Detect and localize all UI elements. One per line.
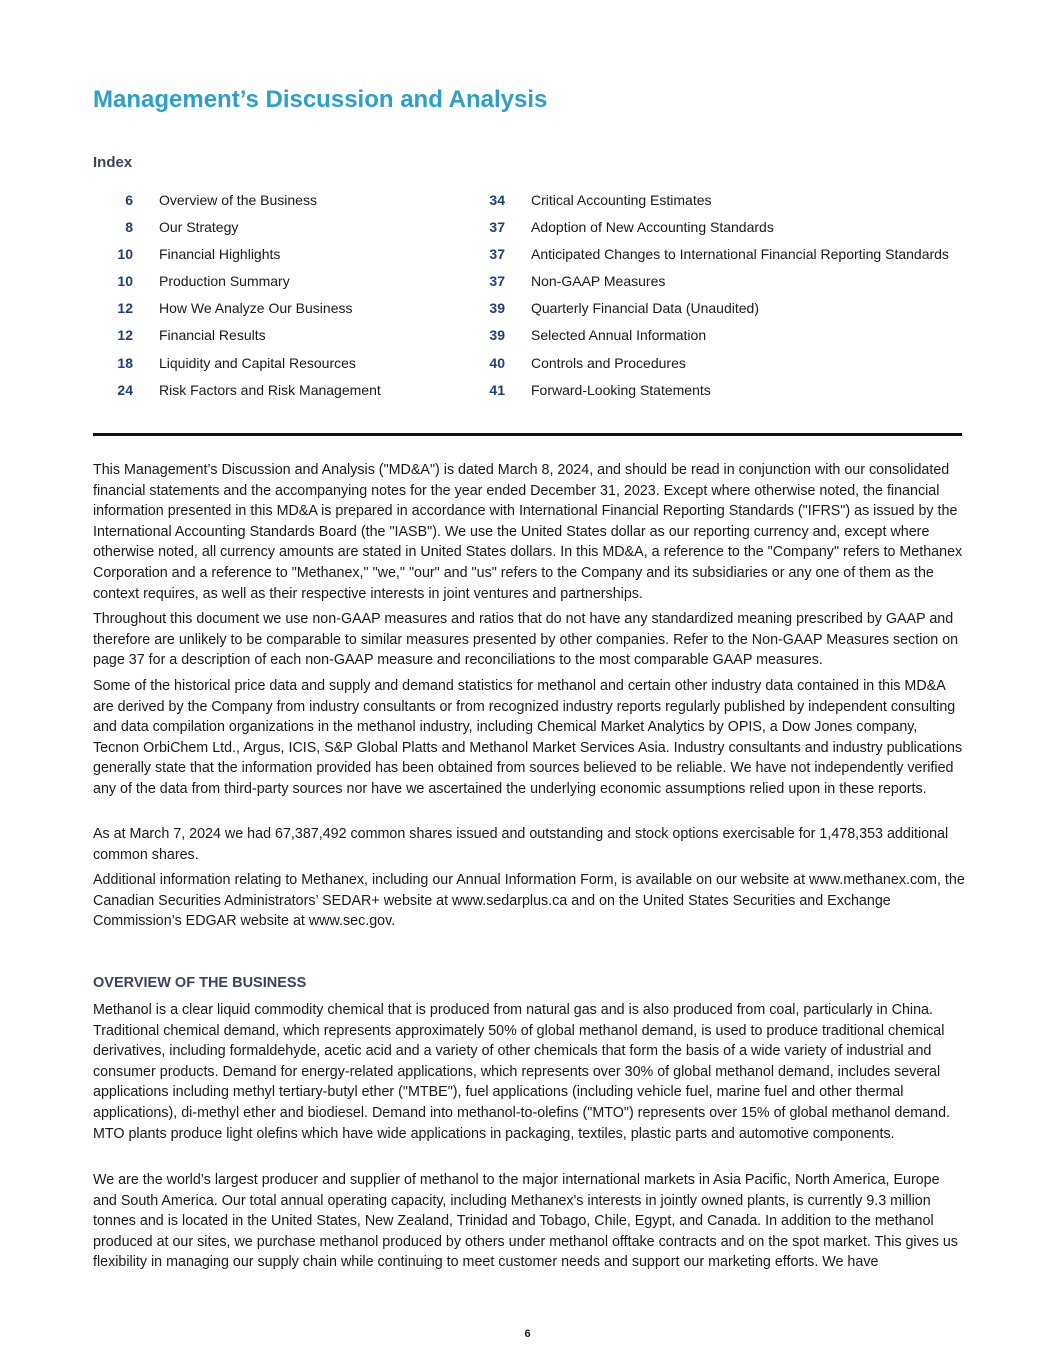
index-item-label: Risk Factors and Risk Management: [159, 381, 381, 398]
index-item-label: Financial Results: [159, 327, 266, 344]
index-item-forward-looking[interactable]: [465, 382, 949, 409]
index-item-quarterly-data[interactable]: [465, 300, 949, 327]
index-item-overview[interactable]: [93, 192, 381, 219]
index-page-number: 24: [117, 381, 133, 398]
index-page-number: 37: [489, 273, 505, 290]
index-page-number: 40: [489, 354, 505, 371]
index-page-number: 37: [489, 246, 505, 263]
index-item-label: Non-GAAP Measures: [531, 273, 666, 290]
index-item-new-standards[interactable]: [465, 219, 949, 246]
index-item-critical-estimates[interactable]: [465, 192, 949, 219]
index-page-number: 18: [117, 354, 133, 371]
index-page-number: 10: [117, 273, 133, 290]
overview-paragraph-methanol: Methanol is a clear liquid commodity chemical that is produced from natural gas and is also produced from coal, particularly in China. Traditional chemical demand, which represents approximately 50% of global methanol demand, is used to produce traditional chemical derivatives, including formaldehyde, acetic acid and a variety of other chemicals that form the basis of a wide variety of industrial and consumer products. Demand for energy-related applications, which represents over 30% of global methanol demand, includes several applications including methyl tertiary-butyl ether ("MTBE"), fuel applications (including vehicle fuel, marine fuel and other thermal applications), di-methyl ether and biodiesel. Demand into methanol-to-olefins ("MTO") represents over 15% of global methanol demand. MTO plants produce light olefins which have wide applications in packaging, textiles, plastic parts and automotive components.: [93, 1002, 951, 1142]
index-item-label: Selected Annual Information: [531, 327, 707, 344]
index-item-financial-results[interactable]: [93, 327, 381, 354]
page-title: Management’s Discussion and Analysis: [93, 86, 548, 113]
index-item-label: Anticipated Changes to International Financial Reporting Standards: [531, 246, 949, 263]
index-left-column: [93, 192, 381, 409]
overview-heading: OVERVIEW OF THE BUSINESS: [93, 975, 307, 991]
index-item-label: Quarterly Financial Data (Unaudited): [531, 300, 759, 317]
index-item-label: Financial Highlights: [159, 246, 281, 263]
index-item-anticipated-changes[interactable]: [465, 246, 949, 273]
overview-paragraph-producer: We are the world’s largest producer and supplier of methanol to the major international markets in Asia Pacific, North America, Europe and South America. Our total annual operating capacity, including Methanex's interests in jointly owned plants, is currently 9.3 million tonnes and is located in the United States, New Zealand, Trinidad and Tobago, Chile, Egypt, and Canada. In addition to the methanol produced at our sites, we purchase methanol produced by others under methanol offtake contracts and on the spot market. This gives us flexibility in managing our supply chain while continuing to meet customer needs and support our marketing efforts. We have: [93, 1172, 958, 1271]
index-item-label: Overview of the Business: [159, 192, 317, 208]
index-page-number: 37: [489, 219, 505, 236]
index-page-number: 34: [489, 192, 505, 208]
intro-paragraph-shares: As at March 7, 2024 we had 67,387,492 common shares issued and outstanding and stock options exercisable for 1,478,353 additional common shares.: [93, 826, 949, 863]
index-item-how-we-analyze[interactable]: [93, 300, 381, 327]
index-item-risk-factors[interactable]: [93, 382, 381, 409]
index-heading: Index: [93, 154, 133, 171]
index-page-number: 12: [117, 300, 133, 317]
intro-paragraph-date: This Management’s Discussion and Analysis ("MD&A") is dated March 8, 2024, and should be read in conjunction with our consolidated financial statements and the accompanying notes for the year ended December 31, 2023. Except where otherwise noted, the financial information presented in this MD&A is prepared in accordance with International Financial Reporting Standards ("IFRS") as issued by the International Accounting Standards Board (the "IASB"). We use the United States dollar as our reporting currency and, except where otherwise noted, all currency amounts are stated in United States dollars. In this MD&A, a reference to the "Company" refers to Methanex Corporation and a reference to "Methanex," "we," "our" and "us" refers to the Company and its subsidiaries or any one of them as the context requires, as well as their respective interests in joint ventures and partnerships.: [93, 462, 963, 602]
index-page-number: 39: [489, 327, 505, 344]
index-page-number: 6: [125, 192, 133, 208]
section-divider: [93, 433, 962, 436]
index-page-number: 8: [125, 219, 133, 236]
index-item-non-gaap[interactable]: [465, 273, 949, 300]
intro-paragraph-additional-info: Additional information relating to Methanex, including our Annual Information Form, is available on our website at www.methanex.com, the Canadian Securities Administrators’ SEDAR+ website at www.sedarplus.ca and on the United States Securities and Exchange Commission’s EDGAR website at www.sec.gov.: [93, 872, 965, 930]
index-item-label: Our Strategy: [159, 219, 239, 236]
index-item-label: Critical Accounting Estimates: [531, 192, 712, 208]
index-item-annual-information[interactable]: [465, 327, 949, 354]
index-item-label: Production Summary: [159, 273, 290, 290]
index-item-financial-highlights[interactable]: [93, 246, 381, 273]
index-item-label: Adoption of New Accounting Standards: [531, 219, 774, 236]
index-item-label: Forward-Looking Statements: [531, 381, 711, 398]
index-item-label: How We Analyze Our Business: [159, 300, 353, 317]
index-page-number: 39: [489, 300, 505, 317]
index-page-number: 10: [117, 246, 133, 263]
index-right-column: [465, 192, 949, 409]
index-item-liquidity[interactable]: [93, 355, 381, 382]
index-item-production-summary[interactable]: [93, 273, 381, 300]
intro-paragraph-non-gaap: Throughout this document we use non-GAAP measures and ratios that do not have any standardized meaning prescribed by GAAP and therefore are unlikely to be comparable to similar measures presented by other companies. Refer to the Non-GAAP Measures section on page 37 for a description of each non-GAAP measure and reconciliations to the most comparable GAAP measures.: [93, 611, 959, 669]
intro-paragraph-industry-data: Some of the historical price data and supply and demand statistics for methanol and certain other industry data contained in this MD&A are derived by the Company from industry consultants or from recognized industry reports regularly published by independent consulting and data compilation organizations in the methanol industry, including Chemical Market Analytics by OPIS, a Dow Jones company, Tecnon OrbiChem Ltd., Argus, ICIS, S&P Global Platts and Methanol Market Services Asia. Industry consultants and industry publications generally state that the information provided has been obtained from sources believed to be reliable. We have not independently verified any of the data from third-party sources nor have we ascertained the underlying economic assumptions relied upon in these reports.: [93, 678, 963, 797]
index-item-strategy[interactable]: [93, 219, 381, 246]
index-item-controls[interactable]: [465, 355, 949, 382]
index-item-label: Liquidity and Capital Resources: [159, 354, 356, 371]
page-number: 6: [524, 1328, 531, 1340]
index-page-number: 41: [489, 381, 505, 398]
index-item-label: Controls and Procedures: [531, 354, 686, 371]
index-page-number: 12: [117, 327, 133, 344]
